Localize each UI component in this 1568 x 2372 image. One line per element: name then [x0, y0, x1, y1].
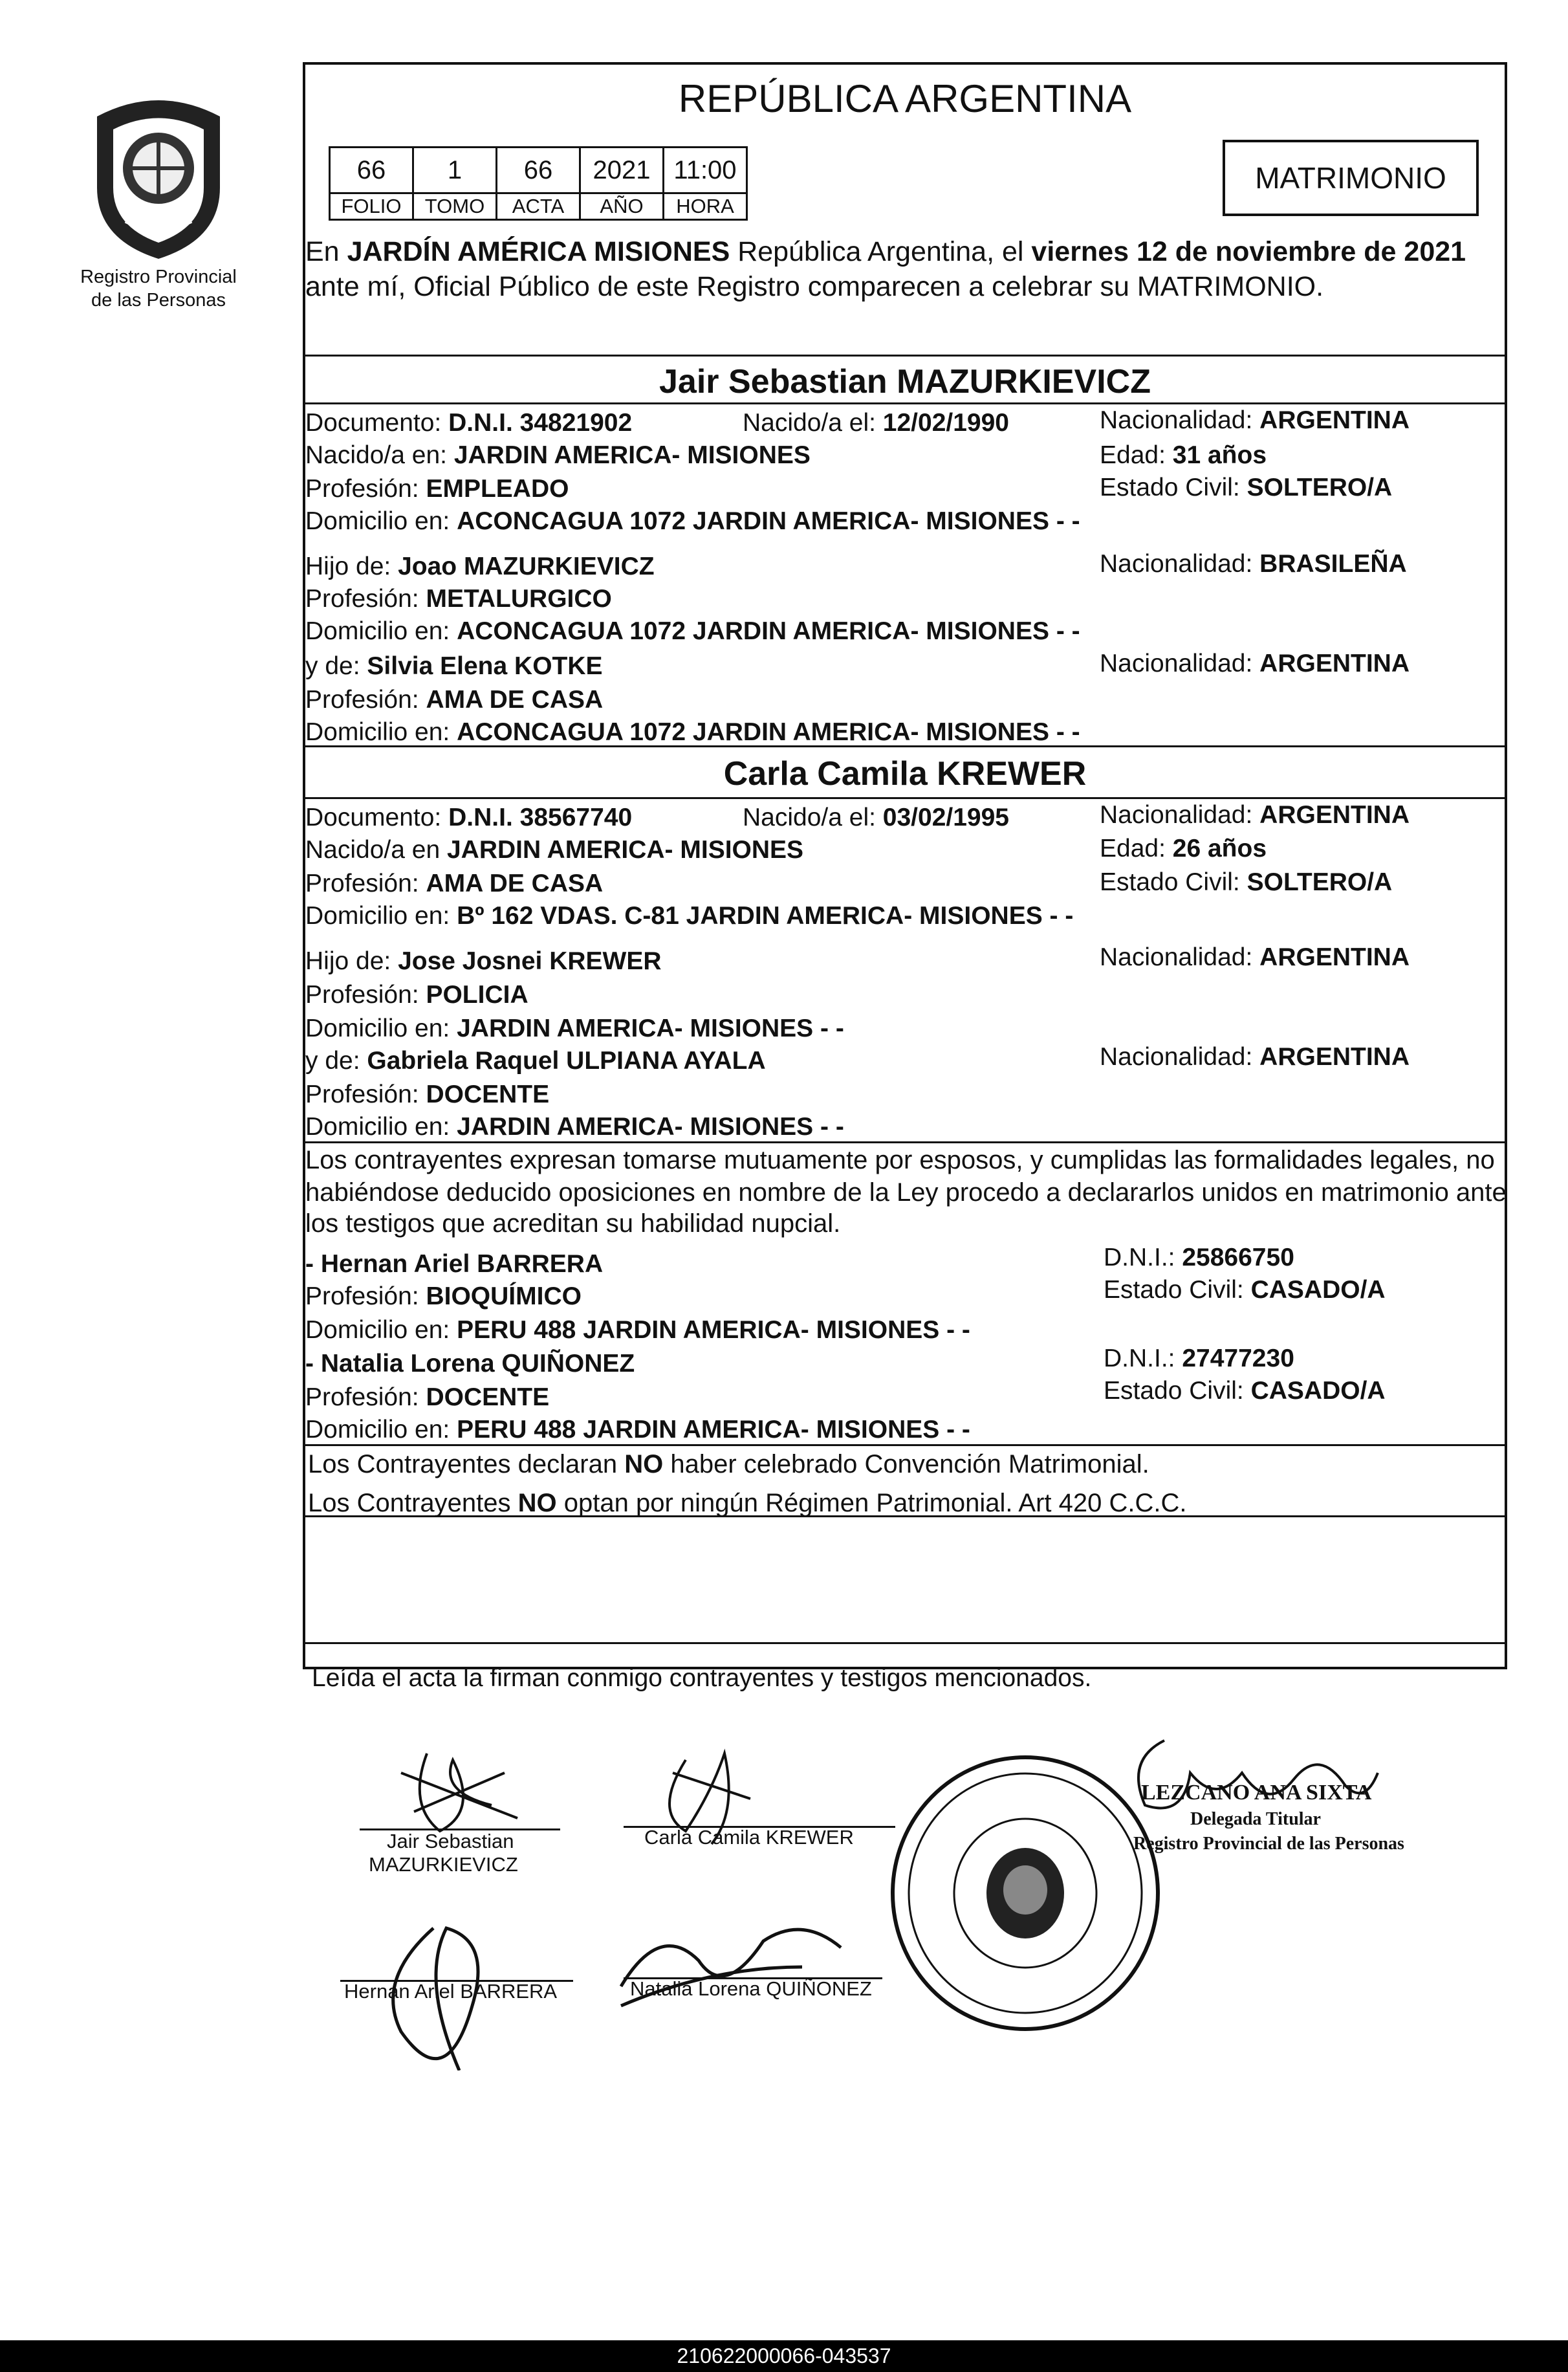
coat-of-arms-icon: [78, 91, 239, 265]
spouse2-padre: Hijo de: Jose Josnei KREWER: [305, 947, 662, 975]
spouse2-madre-profesion: Profesión: DOCENTE: [305, 1081, 550, 1108]
spouse1-padre-domicilio: Domicilio en: ACONCAGUA 1072 JARDIN AMERICA- MISIONES - -: [305, 617, 1080, 645]
divider: [303, 1444, 1507, 1446]
provincial-logo: [78, 91, 239, 265]
act-type-box: MATRIMONIO: [1223, 140, 1479, 216]
registry-name-line2: de las Personas: [91, 290, 226, 311]
document-title: REPÚBLICA ARGENTINA: [678, 77, 1132, 120]
sig1-name-line1: Jair Sebastian: [387, 1830, 514, 1852]
divider: [303, 1515, 1507, 1517]
spouse2-madre-nacionalidad: Nacionalidad: ARGENTINA: [1100, 1043, 1410, 1071]
witness2-estado: Estado Civil: CASADO/A: [1104, 1377, 1386, 1405]
witness1-profesion: Profesión: BIOQUÍMICO: [305, 1282, 582, 1310]
spouse1-nacionalidad: Nacionalidad: ARGENTINA: [1100, 406, 1410, 434]
registry-table: [329, 146, 748, 221]
intro-en: En: [305, 236, 340, 267]
spouse1-estado: Estado Civil: SOLTERO/A: [1100, 474, 1393, 501]
intro-place: JARDÍN AMÉRICA MISIONES: [347, 236, 730, 267]
spouse2-padre-profesion: Profesión: POLICIA: [305, 981, 528, 1009]
spouse2-nacido-el: Nacido/a el: 03/02/1995: [743, 804, 1009, 831]
sig2-name: Carla Camila KREWER: [644, 1826, 854, 1849]
witness2-dni: D.N.I.: 27477230: [1104, 1345, 1294, 1372]
intro-mid: República Argentina, el: [737, 236, 1024, 267]
witness-intro-3: los testigos que acreditan su habilidad nupcial.: [305, 1209, 841, 1238]
official-seal: [886, 1751, 1164, 2036]
spouse2-padre-domicilio: Domicilio en: JARDIN AMERICA- MISIONES - -: [305, 1015, 844, 1042]
divider: [303, 355, 1507, 357]
sig1-name-line2: MAZURKIEVICZ: [369, 1853, 518, 1876]
sig3-name: Hernan Ariel BARRERA: [344, 1980, 558, 2003]
divider: [303, 745, 1507, 747]
spouse2-nacionalidad: Nacionalidad: ARGENTINA: [1100, 801, 1410, 829]
divider: [303, 402, 1507, 404]
spouse1-madre-nacionalidad: Nacionalidad: ARGENTINA: [1100, 650, 1410, 677]
witness1-domicilio: Domicilio en: PERU 488 JARDIN AMERICA- MISIONES - -: [305, 1316, 970, 1344]
regime-line2: Los Contrayentes NO optan por ningún Régimen Patrimonial. Art 420 C.C.C.: [308, 1489, 1187, 1517]
spouse2-estado: Estado Civil: SOLTERO/A: [1100, 868, 1393, 896]
witness2-name: - Natalia Lorena QUIÑONEZ: [305, 1350, 635, 1378]
spouse2-padre-nacionalidad: Nacionalidad: ARGENTINA: [1100, 943, 1410, 971]
official-org: Registro Provincial de las Personas: [1133, 1834, 1404, 1854]
spouse1-madre-profesion: Profesión: AMA DE CASA: [305, 686, 604, 714]
official-role: Delegada Titular: [1190, 1809, 1321, 1829]
spouse1-domicilio: Domicilio en: ACONCAGUA 1072 JARDIN AMERICA- MISIONES - -: [305, 507, 1080, 535]
divider: [303, 797, 1507, 799]
intro-line2: ante mí, Oficial Público de este Registro comparecen a celebrar su MATRIMONIO.: [305, 271, 1324, 302]
acta-label: ACTA: [497, 193, 580, 220]
spouse2-domicilio: Domicilio en: Bº 162 VDAS. C-81 JARDIN AMERICA- MISIONES - -: [305, 902, 1074, 930]
closing-statement: Leída el acta la firman conmigo contrayentes y testigos mencionados.: [312, 1664, 1092, 1692]
folio-value: 66: [330, 148, 413, 193]
hora-label: HORA: [664, 193, 747, 220]
tomo-value: 1: [413, 148, 497, 193]
witness1-name: - Hernan Ariel BARRERA: [305, 1250, 604, 1278]
intro-date: viernes 12 de noviembre de 2021: [1031, 236, 1466, 267]
witness2-profesion: Profesión: DOCENTE: [305, 1383, 550, 1411]
spouse1-profesion: Profesión: EMPLEADO: [305, 475, 569, 503]
spouse1-madre: y de: Silvia Elena KOTKE: [305, 652, 603, 680]
anio-label: AÑO: [580, 193, 664, 220]
spouse1-nacido-el: Nacido/a el: 12/02/1990: [743, 409, 1009, 437]
hora-value: 11:00: [664, 148, 747, 193]
intro-line1: [305, 237, 1466, 267]
spouse2-nacido-en: Nacido/a en JARDIN AMERICA- MISIONES: [305, 836, 804, 864]
spouse1-name: Jair Sebastian MAZURKIEVICZ: [659, 363, 1151, 401]
witness1-dni: D.N.I.: 25866750: [1104, 1244, 1294, 1271]
witness-intro-2: habiéndose deducido oposiciones en nombre de la Ley procedo a declararlos unidos en matrimonio ante: [305, 1178, 1507, 1207]
spouse1-madre-domicilio: Domicilio en: ACONCAGUA 1072 JARDIN AMERICA- MISIONES - -: [305, 718, 1080, 746]
spouse1-edad: Edad: 31 años: [1100, 441, 1267, 469]
spouse2-madre: y de: Gabriela Raquel ULPIANA AYALA: [305, 1047, 766, 1075]
registry-name-line1: Registro Provincial: [80, 267, 237, 287]
spouse1-padre-profesion: Profesión: METALURGICO: [305, 585, 612, 613]
spouse1-padre: Hijo de: Joao MAZURKIEVICZ: [305, 553, 655, 580]
spouse2-edad: Edad: 26 años: [1100, 835, 1267, 862]
spouse2-documento: Documento: D.N.I. 38567740: [305, 804, 633, 831]
acta-value: 66: [497, 148, 580, 193]
spouse2-madre-domicilio: Domicilio en: JARDIN AMERICA- MISIONES - -: [305, 1113, 844, 1141]
divider: [303, 1642, 1507, 1644]
spouse2-profesion: Profesión: AMA DE CASA: [305, 870, 604, 897]
folio-label: FOLIO: [330, 193, 413, 220]
signature-mark-1: [401, 1753, 517, 1831]
spouse1-padre-nacionalidad: Nacionalidad: BRASILEÑA: [1100, 550, 1407, 578]
sig4-name: Natalia Lorena QUIÑONEZ: [630, 1977, 872, 2000]
witness-intro-1: Los contrayentes expresan tomarse mutuamente por esposos, y cumplidas las formalidades legales, no: [305, 1146, 1495, 1174]
regime-line1: Los Contrayentes declaran NO haber celebrado Convención Matrimonial.: [308, 1450, 1149, 1478]
official-name: LEZCANO ANA SIXTA: [1141, 1781, 1372, 1805]
spouse2-name: Carla Camila KREWER: [723, 755, 1087, 793]
anio-value: 2021: [580, 148, 664, 193]
witness2-domicilio: Domicilio en: PERU 488 JARDIN AMERICA- MISIONES - -: [305, 1416, 970, 1444]
spouse1-documento: Documento: D.N.I. 34821902: [305, 409, 633, 437]
divider: [303, 1141, 1507, 1143]
witness1-estado: Estado Civil: CASADO/A: [1104, 1276, 1386, 1304]
spouse1-nacido-en: Nacido/a en: JARDIN AMERICA- MISIONES: [305, 441, 811, 469]
tomo-label: TOMO: [413, 193, 497, 220]
document-code: 210622000066-043537: [0, 2340, 1568, 2372]
